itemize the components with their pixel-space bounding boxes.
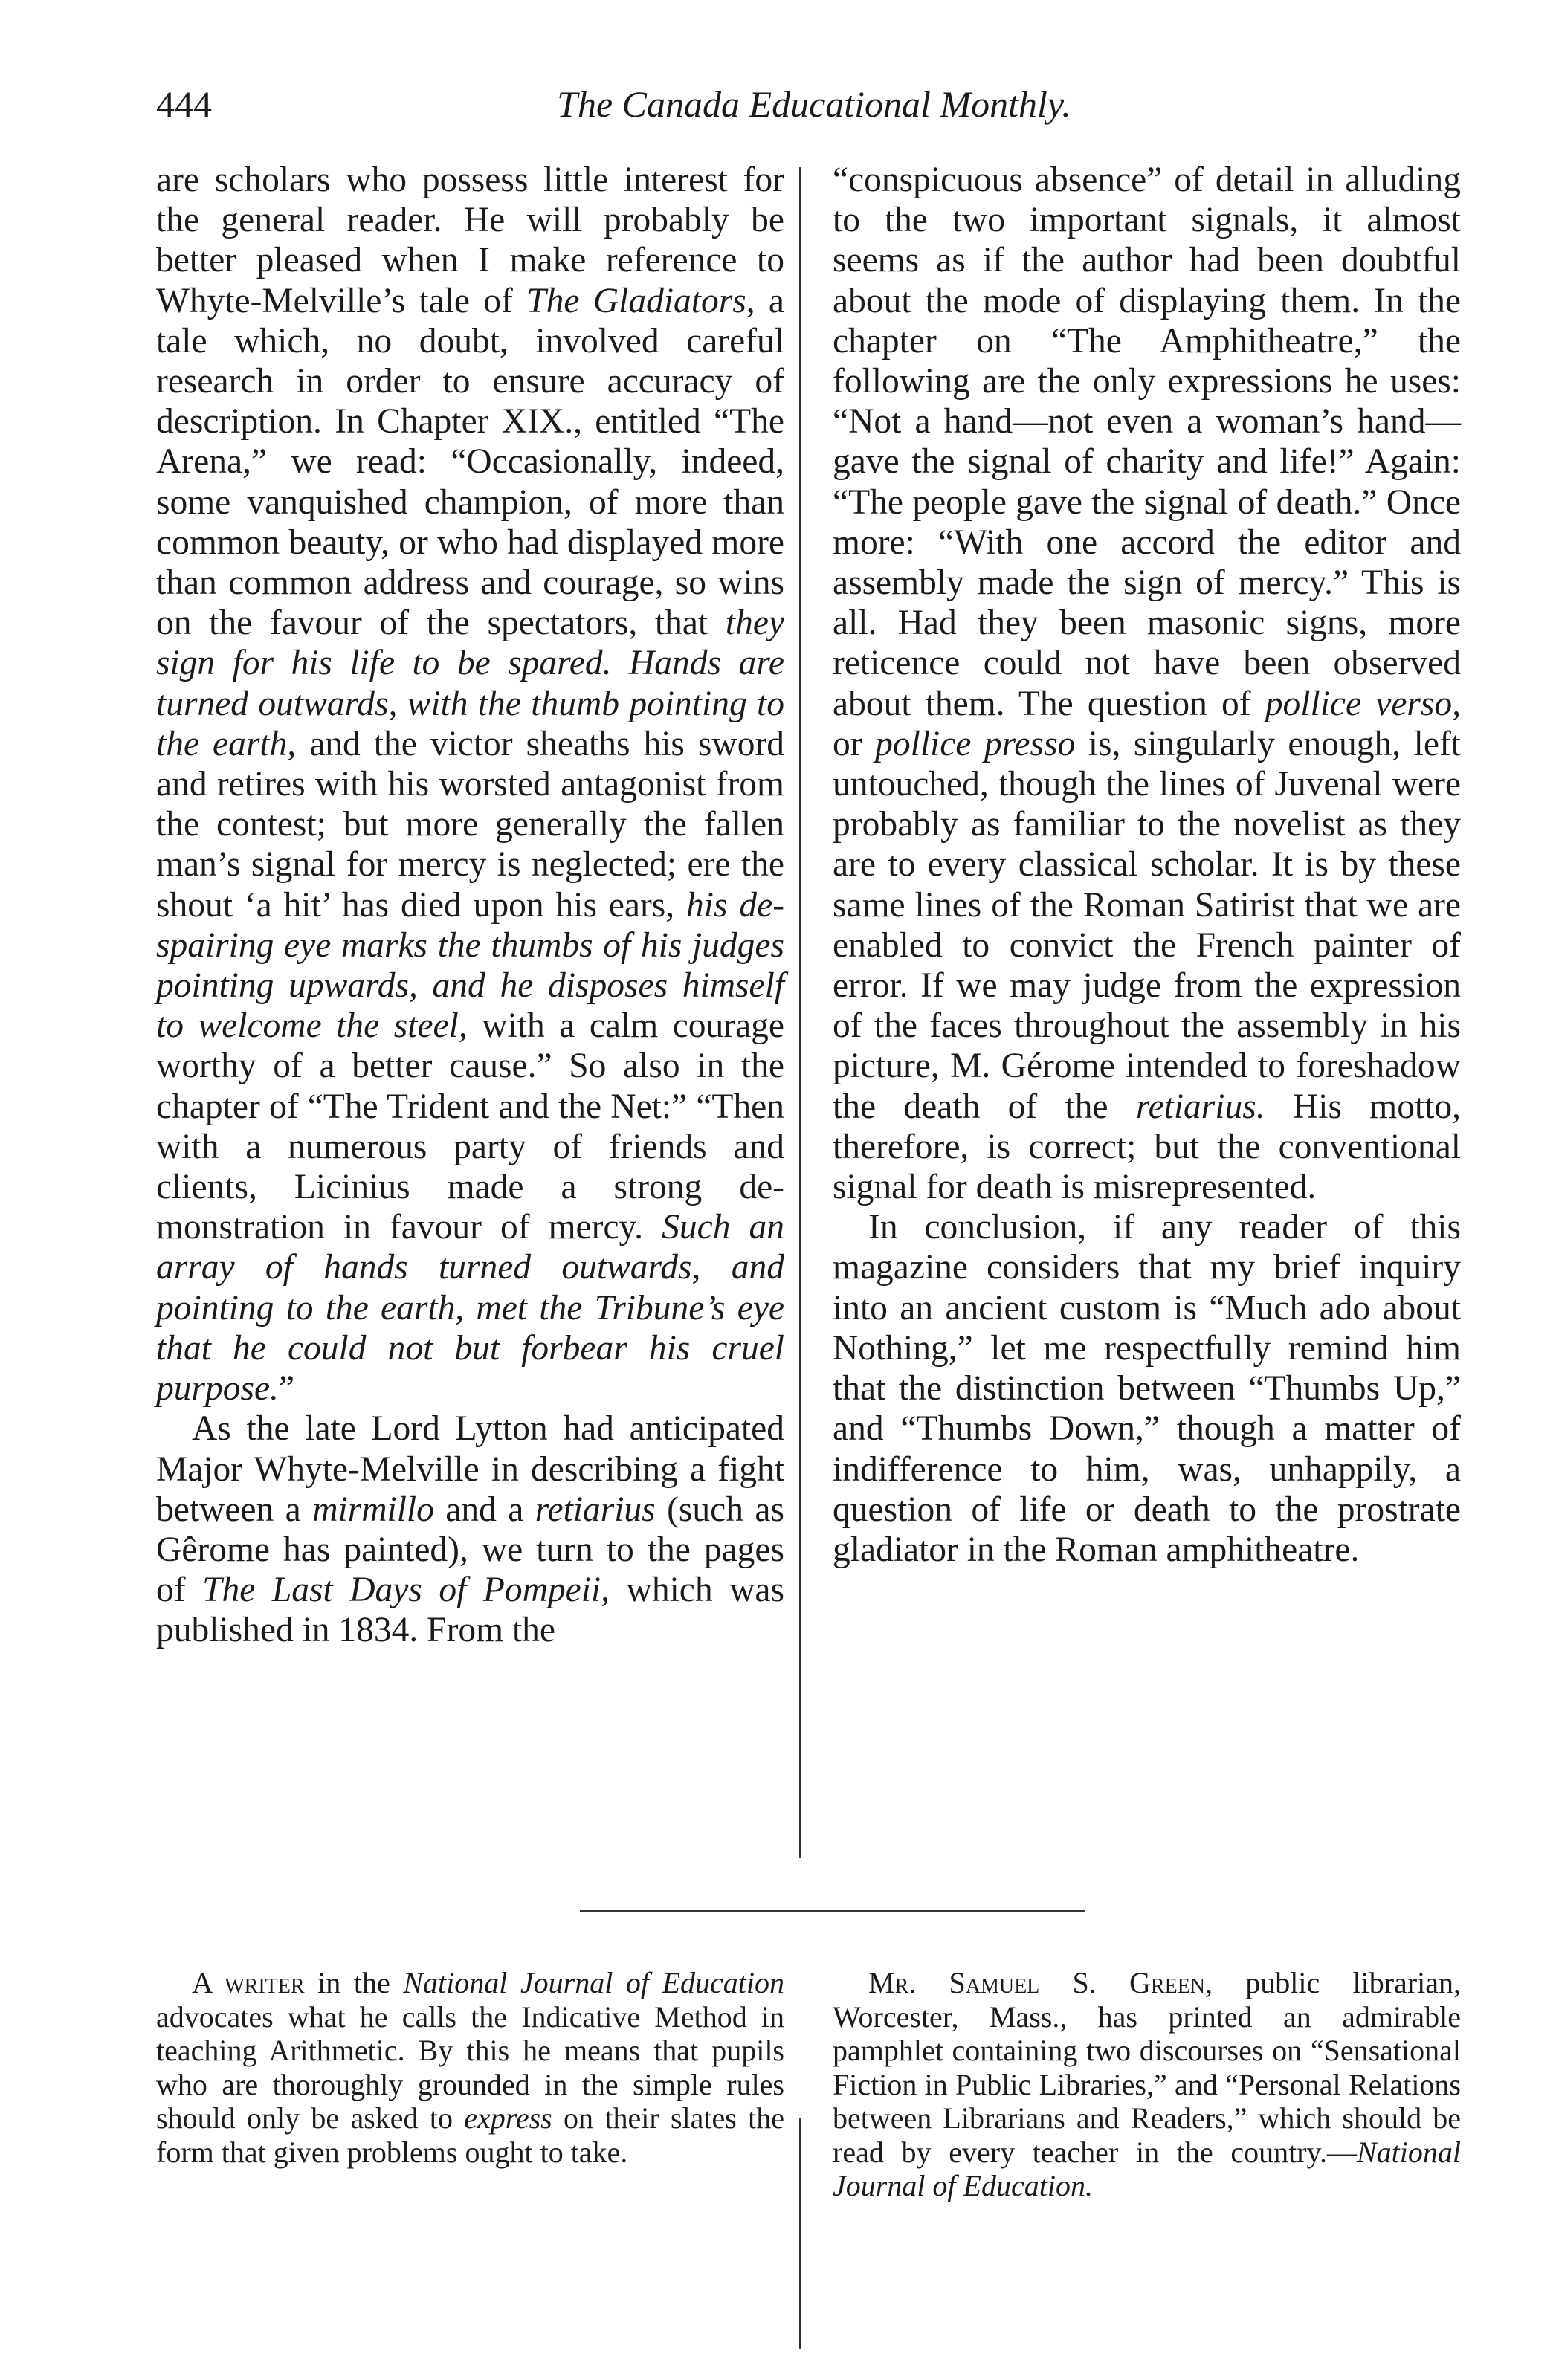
italic-quote: his despairing eye marks the thumbs of his judges pointing upwards, and he disposes himself to welcome the steel,	[156, 885, 785, 1046]
italic-title: National Journal of Education	[403, 1966, 785, 1999]
note-right	[833, 1966, 1461, 2203]
italic-title: National Journal of Education.	[833, 2135, 1461, 2202]
italic-title: The Last Days of Pompeii,	[202, 1571, 610, 1610]
text-run: and a	[433, 1490, 535, 1529]
note-left	[156, 1966, 784, 2169]
left-paragraph-2	[156, 1409, 784, 1650]
text-run: and the victor sheaths his sword and retires with his worsted antagonist from the contest; but more generally the fallen man’s signal for mercy is neglected; ere the shout ‘a hit’ has died upon his ears,	[156, 724, 785, 925]
notes-column-divider	[799, 2118, 801, 2349]
text-run: are scholars who possess little interest for the general reader. He will probably be better pleased when I make reference to Whyte-Melville’s tale of	[156, 161, 784, 320]
text-run: is, singularly enough, left untouched, though the lines of Juvenal were probably as familiar to the novelist as they are to every classical scholar. It is by these same lines of the Roman Satirist that we are enabled to convict the French painter of error. If we may judge from the expression of the faces throughout the assembly in his picture, M. Gérome intended to foreshadow the death of the	[833, 724, 1461, 1126]
right-paragraph-2: In conclusion, if any reader of this magazine considers that my brief inquiry into an ancient custom is “Much ado about Nothing,” let me respectfully remind him that the distinction between “Thumbs Up,” and “Thumbs Down,” though a matter of indifference to him, was, unhappily, a question of life or death to the prostrate gladiator in the Roman amphitheatre.	[833, 1208, 1461, 1569]
left-column	[156, 160, 784, 1651]
right-paragraph-1	[833, 160, 1461, 1207]
note-left-paragraph	[156, 1966, 784, 2169]
running-title: The Canada Educational Monthly.	[557, 83, 1071, 125]
italic-term: retiarius	[535, 1490, 656, 1529]
italic-term: express	[464, 2101, 552, 2135]
page-header	[156, 74, 1472, 134]
italic-quote: they sign for his life to be spared. Hands are turned outwards, with the thumb pointing to the earth,	[156, 604, 784, 763]
italic-term: mirmillo	[312, 1490, 434, 1529]
text-run: His motto, therefore, is correct; but the conventional signal for death is misrepresented.	[833, 1087, 1461, 1207]
italic-quote: Such an array of hands turned outwards, and pointing to the earth, met the Tribune’s eye that he could not but forbear his cruel purpose.	[156, 1208, 784, 1409]
small-caps-lead: A writer	[192, 1966, 305, 1999]
text-run: “conspicuous absence” of detail in alluding to the two important signals, it almost seems as if the author had been doubtful about the mode of displaying them. In the chapter on “The Amphitheatre,” the following are the only expressions he uses: “Not a hand—not even a woman’s hand—gave the signal of charity and life!” Again: “The people gave the signal of death.” Once more: “With one accord the editor and assembly made the sign of mercy.” This is all. Had they been masonic signs, more reticence could not have been observed about them. The question of	[833, 161, 1461, 723]
text-run: on their slates the form that given problems ought to take.	[156, 2101, 785, 2169]
small-caps-lead: Mr. Samuel S. Green,	[868, 1966, 1213, 1999]
text-run: As the late Lord Lytton had anticipated Major Whyte-Melville in describing a fight between a	[156, 1409, 784, 1529]
text-run: , a tale which, no doubt, involved careful research in order to ensure accuracy of description. In Chapter XIX., entitled “The Arena,” we read: “Occasionally, indeed, some vanquished champion, of more than common beauty, or who had displayed more than common address and courage, so wins on the favour of the spectators, that	[156, 281, 784, 643]
text-run: advocates what he calls the Indicative Method in teaching Arithmetic. By this he means that pupils who are thoroughly grounded in the simple rules should only be asked to	[156, 1999, 784, 2135]
text-run: public librarian, Worcester, Mass., has printed an admirable pamphlet containing two discourses on “Sensational Fiction in Public Libraries,” and “Personal Relations between Librarians and Readers,” which should be read by every teacher in the country.—	[833, 1966, 1461, 2169]
italic-term: pollice presso	[875, 724, 1076, 763]
left-paragraph-1	[156, 160, 784, 1409]
text-run: with a calm courage worthy of a better cause.” So also in the chapter of “The Trident and the Net:” “Then with a numerous party of friends and clients, Licinius made a strong demonstration in favour of mercy.	[156, 1006, 785, 1247]
column-divider	[799, 167, 801, 1858]
section-divider	[580, 1910, 1085, 1912]
italic-title: The Gladiators	[526, 281, 746, 320]
italic-term: retiarius.	[1135, 1087, 1265, 1126]
text-run: which was published in 1834. From the	[156, 1571, 784, 1650]
italic-term: pollice verso,	[1265, 684, 1461, 723]
text-run: (such as Gêrome has painted), we turn to the pages of	[156, 1490, 784, 1610]
right-column	[833, 160, 1461, 1570]
text-run: in the	[304, 1966, 404, 1999]
text-run: or	[833, 724, 876, 763]
page-number: 444	[156, 83, 212, 125]
note-right-paragraph	[833, 1966, 1461, 2203]
text-run: ”	[278, 1369, 295, 1409]
